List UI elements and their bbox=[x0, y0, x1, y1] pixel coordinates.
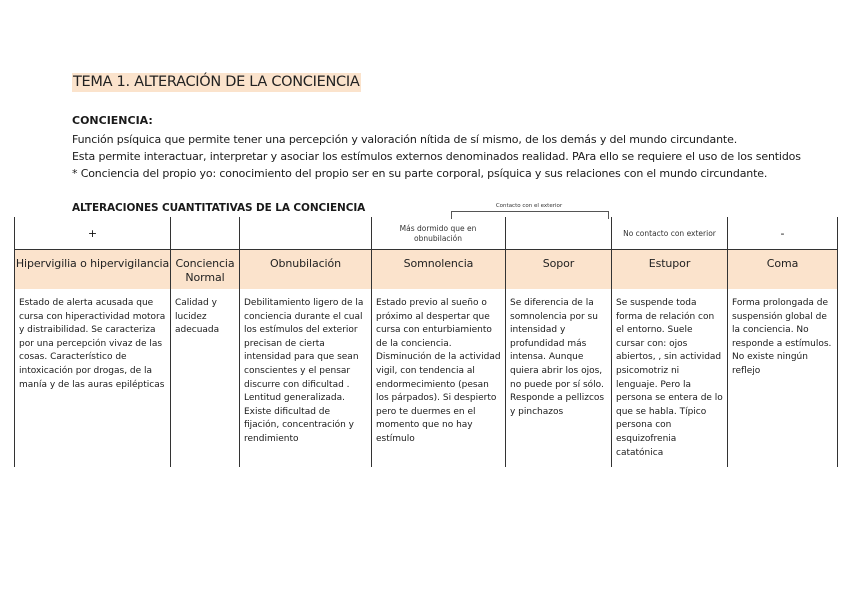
header-sopor: Sopor bbox=[542, 257, 575, 270]
desc-somnolencia: Estado previo al sueño o próximo al despertar que cursa con enturbiamiento de la conciencia. Disminución de la actividad vigil, con tendencia al endormecimiento (pesan los párpados). Si despierto pero te duermes en el momento que no hay estímulo bbox=[376, 298, 501, 444]
desc-sopor: Se diferencia de la somnolencia por su intensidad y profundidad más intensa. Aunque quiera abrir los ojos, no puede por sí sólo. Responde a pellizcos y pinchazos bbox=[510, 298, 605, 417]
intro-line-2: Esta permite interactuar, interpretar y asociar los estímulos externos denominados realidad. PAra ello se requiere el uso de los sentidos bbox=[72, 150, 801, 163]
intro-heading: CONCIENCIA: bbox=[72, 114, 153, 127]
bracket-label: Contacto con el exterior bbox=[495, 203, 563, 209]
section-title: ALTERACIONES CUANTITATIVAS DE LA CONCIENCIA bbox=[72, 202, 366, 214]
desc-obnubilacion: Debilitamiento ligero de la conciencia durante el cual los estímulos del exterior precisan de cierta intensidad para que sean conscientes y el pensar discurre con dificultad . Lentitud generalizada. Existe dificultad de fijación, concentración y rendimiento bbox=[244, 298, 364, 444]
intro-block bbox=[72, 113, 842, 182]
header-obnubilacion: Obnubilación bbox=[269, 257, 342, 270]
desc-coma: Forma prolongada de suspensión global de la conciencia. No responde a estímulos. No existe ningún reflejo bbox=[732, 298, 832, 376]
mas-dormido-note: Más dormido que en obnubilación bbox=[399, 223, 477, 243]
page-title: TEMA 1. ALTERACIÓN DE LA CONCIENCIA bbox=[73, 74, 360, 90]
header-somnolencia: Somnolencia bbox=[403, 257, 474, 270]
plus-sign: + bbox=[87, 227, 98, 240]
no-contacto-note: No contacto con exterior bbox=[623, 228, 716, 238]
desc-hipervigilia: Estado de alerta acusada que cursa con hiperactividad motora y distraibilidad. Se caracteriza por una percepción vivaz de las cosas. Característico de intoxicación por drogas, de la manía y de las auras epilépticas bbox=[19, 298, 166, 390]
header-coma: Coma bbox=[766, 257, 799, 270]
col-divider bbox=[837, 217, 838, 467]
header-conciencia-normal: Conciencia Normal bbox=[175, 257, 235, 284]
minus-sign: - bbox=[780, 227, 785, 240]
intro-line-1: Función psíquica que permite tener una percepción y valoración nítida de sí mismo, de los demás y del mundo circundante. bbox=[72, 133, 738, 146]
desc-estupor: Se suspende toda forma de relación con el entorno. Suele cursar con: ojos abiertos, , sin actividad psicomotriz ni lenguaje. Pero la persona se entera de lo que se habla. Típico persona con esquizofrenia catatónica bbox=[616, 298, 723, 458]
consciousness-table bbox=[14, 217, 838, 467]
intro-line-3: * Conciencia del propio yo: conocimiento del propio ser en su parte corporal, psíquica y sus relaciones con el mundo circundante. bbox=[72, 167, 768, 180]
header-hipervigilia: Hipervigilia o hipervigilancia bbox=[15, 257, 170, 270]
desc-conciencia-normal: Calidad y lucidez adecuada bbox=[175, 298, 220, 336]
header-estupor: Estupor bbox=[648, 257, 691, 270]
